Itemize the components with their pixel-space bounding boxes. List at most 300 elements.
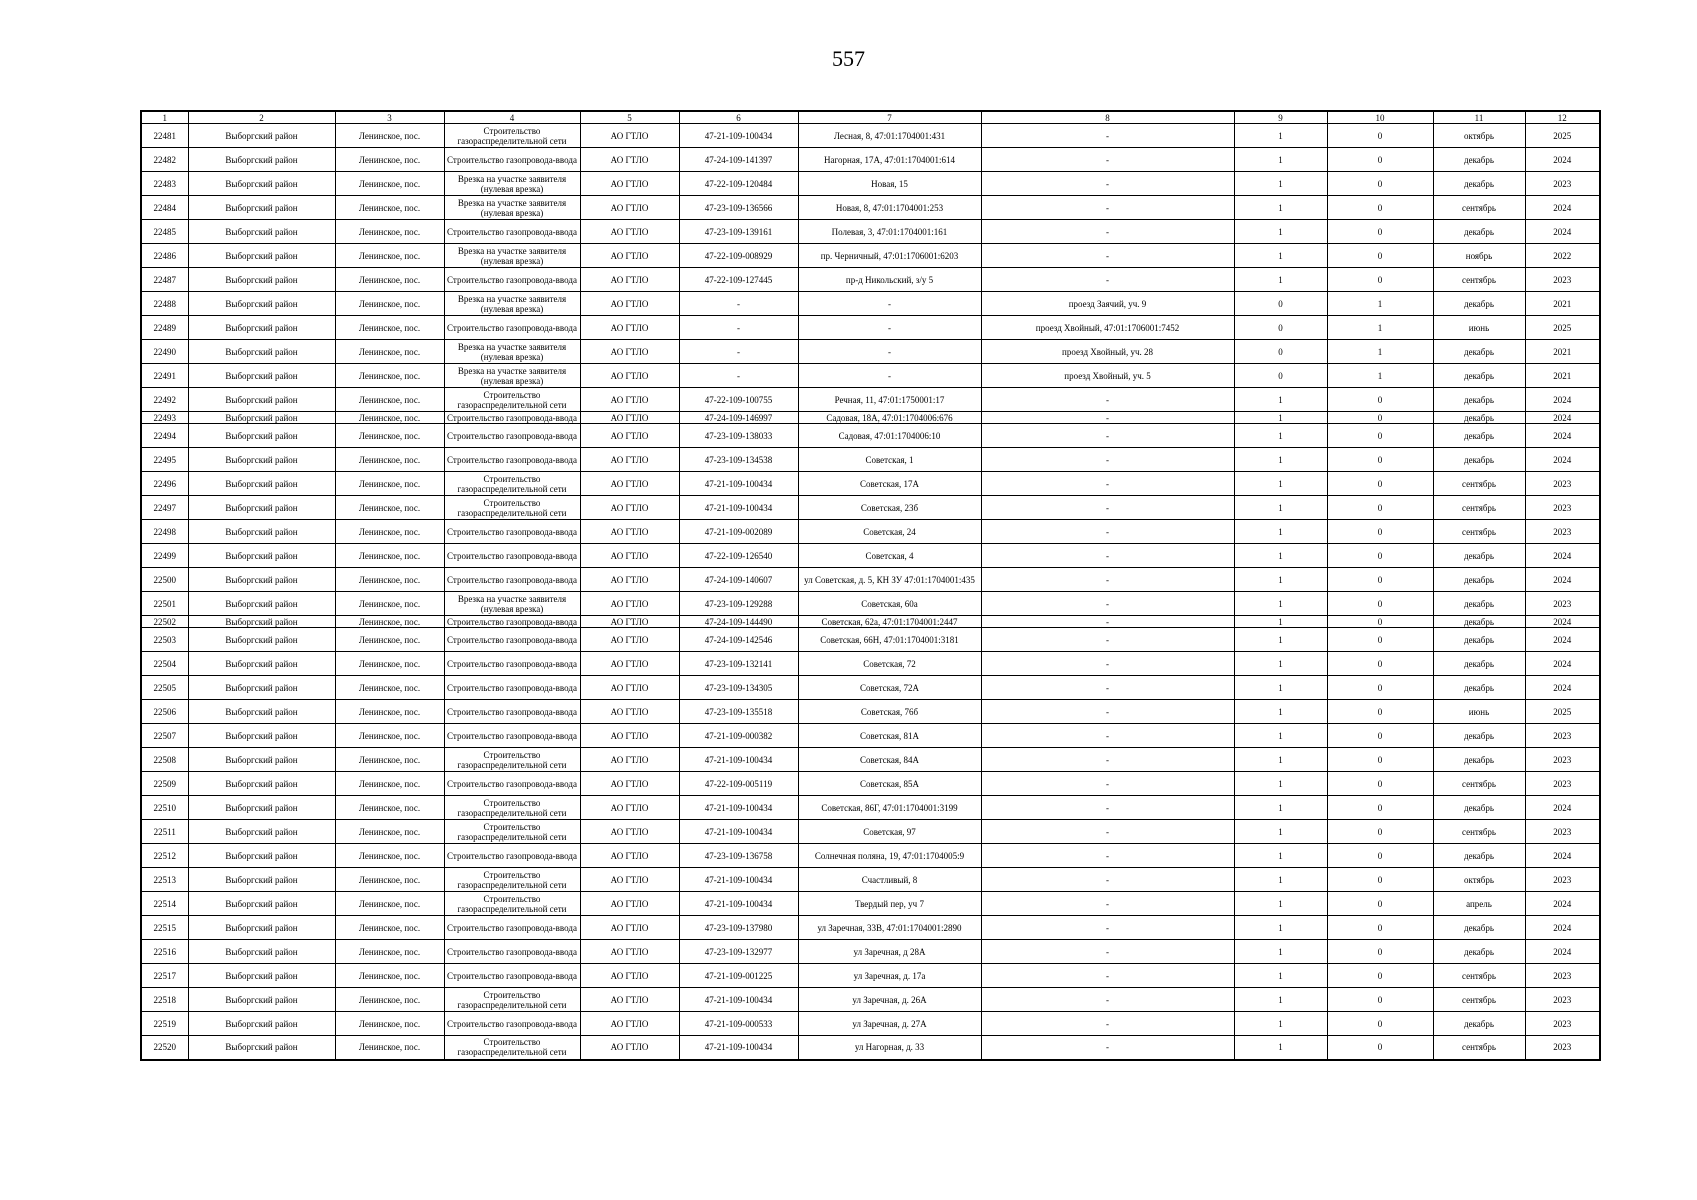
cell-district: Выборгский район [188, 220, 335, 244]
column-header: 1 [141, 111, 188, 124]
table-row [141, 616, 1600, 628]
cell-record-number: 22500 [141, 568, 188, 592]
cell-district: Выборгский район [188, 172, 335, 196]
cell-col-10: 0 [1327, 892, 1433, 916]
cell-col-10: 0 [1327, 844, 1433, 868]
cell-tech-conditions-number: 47-22-109-126540 [679, 544, 798, 568]
cell-tech-conditions-number: 47-21-109-100434 [679, 472, 798, 496]
cell-month: декабрь [1433, 748, 1525, 772]
cell-work-type: Врезка на участке заявителя (нулевая врезка) [444, 592, 580, 616]
table-row [141, 676, 1600, 700]
cell-col-9: 0 [1234, 364, 1327, 388]
cell-month: октябрь [1433, 124, 1525, 148]
cell-col-10: 0 [1327, 196, 1433, 220]
cell-address-alt: - [981, 388, 1234, 412]
cell-col-10: 0 [1327, 568, 1433, 592]
cell-col-9: 1 [1234, 988, 1327, 1012]
cell-organization: АО ГТЛО [580, 520, 679, 544]
cell-year: 2023 [1525, 964, 1600, 988]
cell-tech-conditions-number: 47-21-109-000382 [679, 724, 798, 748]
cell-month: декабрь [1433, 340, 1525, 364]
cell-tech-conditions-number: - [679, 292, 798, 316]
cell-address: Советская, 72 [798, 652, 981, 676]
table-row [141, 496, 1600, 520]
cell-organization: АО ГТЛО [580, 148, 679, 172]
cell-year: 2024 [1525, 544, 1600, 568]
cell-address: Твердый пер, уч 7 [798, 892, 981, 916]
cell-tech-conditions-number: 47-21-109-100434 [679, 892, 798, 916]
cell-tech-conditions-number: 47-22-109-008929 [679, 244, 798, 268]
cell-tech-conditions-number: - [679, 340, 798, 364]
cell-month: декабрь [1433, 916, 1525, 940]
cell-locality: Ленинское, пос. [335, 172, 444, 196]
cell-organization: АО ГТЛО [580, 916, 679, 940]
cell-address: пр. Черничный, 47:01:1706001:6203 [798, 244, 981, 268]
cell-address: ул Заречная, д. 17а [798, 964, 981, 988]
cell-col-9: 1 [1234, 964, 1327, 988]
cell-work-type: Строительство газопровода-ввода [444, 652, 580, 676]
cell-record-number: 22505 [141, 676, 188, 700]
cell-work-type: Строительство газопровода-ввода [444, 844, 580, 868]
cell-tech-conditions-number: 47-24-109-141397 [679, 148, 798, 172]
cell-address: Советская, 84А [798, 748, 981, 772]
cell-col-9: 0 [1234, 292, 1327, 316]
cell-month: июнь [1433, 316, 1525, 340]
cell-work-type: Строительство газораспределительной сети [444, 124, 580, 148]
cell-address: ул Заречная, д. 27А [798, 1012, 981, 1036]
cell-col-10: 0 [1327, 652, 1433, 676]
cell-address: - [798, 292, 981, 316]
cell-month: сентябрь [1433, 772, 1525, 796]
cell-locality: Ленинское, пос. [335, 124, 444, 148]
cell-col-9: 0 [1234, 316, 1327, 340]
cell-district: Выборгский район [188, 544, 335, 568]
cell-tech-conditions-number: 47-23-109-134538 [679, 448, 798, 472]
cell-district: Выборгский район [188, 700, 335, 724]
cell-locality: Ленинское, пос. [335, 316, 444, 340]
cell-district: Выборгский район [188, 748, 335, 772]
cell-month: сентябрь [1433, 268, 1525, 292]
column-header: 5 [580, 111, 679, 124]
cell-record-number: 22504 [141, 652, 188, 676]
table-row [141, 196, 1600, 220]
cell-address-alt: - [981, 568, 1234, 592]
cell-work-type: Строительство газораспределительной сети [444, 820, 580, 844]
cell-col-10: 0 [1327, 916, 1433, 940]
cell-tech-conditions-number: 47-21-109-100434 [679, 820, 798, 844]
cell-tech-conditions-number: 47-22-109-100755 [679, 388, 798, 412]
cell-record-number: 22496 [141, 472, 188, 496]
cell-tech-conditions-number: 47-24-109-144490 [679, 616, 798, 628]
cell-locality: Ленинское, пос. [335, 364, 444, 388]
cell-record-number: 22503 [141, 628, 188, 652]
cell-record-number: 22507 [141, 724, 188, 748]
cell-month: сентябрь [1433, 964, 1525, 988]
cell-tech-conditions-number: 47-21-109-100434 [679, 496, 798, 520]
cell-district: Выборгский район [188, 340, 335, 364]
cell-year: 2024 [1525, 148, 1600, 172]
cell-col-9: 1 [1234, 172, 1327, 196]
cell-year: 2024 [1525, 796, 1600, 820]
table-row [141, 868, 1600, 892]
cell-month: декабрь [1433, 796, 1525, 820]
cell-col-10: 0 [1327, 172, 1433, 196]
cell-address-alt: - [981, 448, 1234, 472]
cell-record-number: 22483 [141, 172, 188, 196]
cell-address-alt: - [981, 412, 1234, 424]
cell-address-alt: - [981, 196, 1234, 220]
cell-district: Выборгский район [188, 868, 335, 892]
cell-work-type: Строительство газораспределительной сети [444, 892, 580, 916]
cell-district: Выборгский район [188, 652, 335, 676]
cell-month: сентябрь [1433, 520, 1525, 544]
cell-work-type: Строительство газопровода-ввода [444, 964, 580, 988]
column-header: 2 [188, 111, 335, 124]
cell-year: 2024 [1525, 676, 1600, 700]
cell-organization: АО ГТЛО [580, 124, 679, 148]
cell-address-alt: - [981, 268, 1234, 292]
cell-locality: Ленинское, пос. [335, 592, 444, 616]
cell-year: 2024 [1525, 568, 1600, 592]
cell-year: 2023 [1525, 1012, 1600, 1036]
cell-work-type: Врезка на участке заявителя (нулевая врезка) [444, 196, 580, 220]
cell-record-number: 22502 [141, 616, 188, 628]
cell-locality: Ленинское, пос. [335, 544, 444, 568]
cell-record-number: 22485 [141, 220, 188, 244]
cell-organization: АО ГТЛО [580, 292, 679, 316]
cell-address: Советская, 4 [798, 544, 981, 568]
cell-col-9: 1 [1234, 748, 1327, 772]
table-row [141, 892, 1600, 916]
cell-record-number: 22498 [141, 520, 188, 544]
cell-address: ул Заречная, д 28А [798, 940, 981, 964]
cell-month: декабрь [1433, 364, 1525, 388]
cell-address-alt: - [981, 1012, 1234, 1036]
cell-organization: АО ГТЛО [580, 220, 679, 244]
table-row [141, 316, 1600, 340]
cell-tech-conditions-number: 47-22-109-120484 [679, 172, 798, 196]
cell-work-type: Строительство газопровода-ввода [444, 724, 580, 748]
cell-organization: АО ГТЛО [580, 844, 679, 868]
cell-year: 2025 [1525, 700, 1600, 724]
cell-col-10: 0 [1327, 868, 1433, 892]
cell-record-number: 22499 [141, 544, 188, 568]
cell-tech-conditions-number: 47-23-109-134305 [679, 676, 798, 700]
cell-district: Выборгский район [188, 364, 335, 388]
cell-tech-conditions-number: 47-21-109-100434 [679, 868, 798, 892]
cell-col-10: 1 [1327, 364, 1433, 388]
cell-year: 2022 [1525, 244, 1600, 268]
cell-col-10: 0 [1327, 592, 1433, 616]
cell-address-alt: - [981, 244, 1234, 268]
cell-address: Солнечная поляна, 19, 47:01:1704005:9 [798, 844, 981, 868]
cell-locality: Ленинское, пос. [335, 652, 444, 676]
cell-record-number: 22519 [141, 1012, 188, 1036]
cell-year: 2023 [1525, 772, 1600, 796]
cell-district: Выборгский район [188, 676, 335, 700]
cell-locality: Ленинское, пос. [335, 1036, 444, 1060]
cell-organization: АО ГТЛО [580, 676, 679, 700]
cell-work-type: Врезка на участке заявителя (нулевая врезка) [444, 340, 580, 364]
cell-address: - [798, 340, 981, 364]
cell-record-number: 22494 [141, 424, 188, 448]
column-header: 7 [798, 111, 981, 124]
table-row [141, 940, 1600, 964]
cell-month: июнь [1433, 700, 1525, 724]
cell-work-type: Строительство газораспределительной сети [444, 868, 580, 892]
cell-tech-conditions-number: - [679, 316, 798, 340]
cell-address: Советская, 85А [798, 772, 981, 796]
cell-col-9: 1 [1234, 568, 1327, 592]
cell-address: Советская, 17А [798, 472, 981, 496]
cell-organization: АО ГТЛО [580, 316, 679, 340]
cell-col-10: 0 [1327, 544, 1433, 568]
table-row [141, 364, 1600, 388]
table-row [141, 964, 1600, 988]
cell-month: декабрь [1433, 388, 1525, 412]
table-row [141, 700, 1600, 724]
cell-address-alt: - [981, 592, 1234, 616]
cell-tech-conditions-number: 47-21-109-100434 [679, 796, 798, 820]
cell-address: Речная, 11, 47:01:1750001:17 [798, 388, 981, 412]
cell-record-number: 22508 [141, 748, 188, 772]
cell-district: Выборгский район [188, 196, 335, 220]
cell-organization: АО ГТЛО [580, 616, 679, 628]
cell-col-10: 0 [1327, 748, 1433, 772]
cell-address: ул Советская, д. 5, КН ЗУ 47:01:1704001:435 [798, 568, 981, 592]
cell-locality: Ленинское, пос. [335, 916, 444, 940]
cell-work-type: Строительство газопровода-ввода [444, 568, 580, 592]
cell-record-number: 22487 [141, 268, 188, 292]
cell-col-10: 0 [1327, 616, 1433, 628]
cell-month: декабрь [1433, 1012, 1525, 1036]
cell-address-alt: - [981, 796, 1234, 820]
cell-tech-conditions-number: 47-23-109-136758 [679, 844, 798, 868]
cell-district: Выборгский район [188, 388, 335, 412]
cell-district: Выборгский район [188, 148, 335, 172]
cell-district: Выборгский район [188, 616, 335, 628]
cell-address: Советская, 81А [798, 724, 981, 748]
cell-organization: АО ГТЛО [580, 340, 679, 364]
cell-address: ул Заречная, 33В, 47:01:1704001:2890 [798, 916, 981, 940]
cell-address-alt: проезд Хвойный, 47:01:1706001:7452 [981, 316, 1234, 340]
cell-record-number: 22488 [141, 292, 188, 316]
table-row [141, 820, 1600, 844]
cell-district: Выборгский район [188, 496, 335, 520]
cell-address: Счастливый, 8 [798, 868, 981, 892]
cell-organization: АО ГТЛО [580, 172, 679, 196]
cell-organization: АО ГТЛО [580, 544, 679, 568]
cell-col-10: 0 [1327, 796, 1433, 820]
table-row [141, 796, 1600, 820]
cell-col-10: 0 [1327, 388, 1433, 412]
cell-col-10: 0 [1327, 496, 1433, 520]
cell-col-9: 1 [1234, 196, 1327, 220]
table-row [141, 292, 1600, 316]
cell-year: 2023 [1525, 748, 1600, 772]
cell-locality: Ленинское, пос. [335, 892, 444, 916]
cell-organization: АО ГТЛО [580, 196, 679, 220]
cell-year: 2023 [1525, 172, 1600, 196]
cell-col-10: 0 [1327, 424, 1433, 448]
cell-tech-conditions-number: 47-23-109-139161 [679, 220, 798, 244]
cell-tech-conditions-number: 47-23-109-132141 [679, 652, 798, 676]
cell-organization: АО ГТЛО [580, 724, 679, 748]
cell-col-9: 1 [1234, 1012, 1327, 1036]
table-row [141, 412, 1600, 424]
cell-address: Советская, 86Г, 47:01:1704001:3199 [798, 796, 981, 820]
cell-tech-conditions-number: 47-23-109-129288 [679, 592, 798, 616]
cell-record-number: 22509 [141, 772, 188, 796]
cell-locality: Ленинское, пос. [335, 700, 444, 724]
cell-record-number: 22491 [141, 364, 188, 388]
cell-col-10: 0 [1327, 676, 1433, 700]
cell-locality: Ленинское, пос. [335, 940, 444, 964]
cell-col-10: 0 [1327, 220, 1433, 244]
cell-work-type: Строительство газопровода-ввода [444, 148, 580, 172]
cell-year: 2023 [1525, 496, 1600, 520]
cell-address-alt: проезд Хвойный, уч. 5 [981, 364, 1234, 388]
cell-tech-conditions-number: 47-22-109-005119 [679, 772, 798, 796]
cell-address-alt: - [981, 172, 1234, 196]
cell-year: 2021 [1525, 292, 1600, 316]
cell-col-9: 1 [1234, 916, 1327, 940]
cell-col-10: 0 [1327, 988, 1433, 1012]
cell-year: 2021 [1525, 364, 1600, 388]
cell-col-9: 1 [1234, 940, 1327, 964]
cell-district: Выборгский район [188, 1012, 335, 1036]
cell-tech-conditions-number: 47-23-109-138033 [679, 424, 798, 448]
cell-month: сентябрь [1433, 1036, 1525, 1060]
cell-work-type: Врезка на участке заявителя (нулевая врезка) [444, 172, 580, 196]
cell-year: 2021 [1525, 340, 1600, 364]
cell-year: 2023 [1525, 868, 1600, 892]
cell-month: декабрь [1433, 412, 1525, 424]
cell-address-alt: - [981, 700, 1234, 724]
cell-work-type: Строительство газопровода-ввода [444, 940, 580, 964]
page-number: 557 [832, 46, 865, 71]
cell-organization: АО ГТЛО [580, 628, 679, 652]
cell-work-type: Строительство газопровода-ввода [444, 628, 580, 652]
cell-address: Новая, 15 [798, 172, 981, 196]
table-row [141, 388, 1600, 412]
cell-district: Выборгский район [188, 592, 335, 616]
cell-month: декабрь [1433, 292, 1525, 316]
table-row [141, 1036, 1600, 1060]
cell-address: - [798, 364, 981, 388]
cell-work-type: Строительство газопровода-ввода [444, 616, 580, 628]
table-row [141, 1012, 1600, 1036]
cell-tech-conditions-number: - [679, 364, 798, 388]
table-row [141, 268, 1600, 292]
cell-year: 2024 [1525, 916, 1600, 940]
cell-locality: Ленинское, пос. [335, 676, 444, 700]
cell-year: 2023 [1525, 520, 1600, 544]
cell-address: Советская, 23б [798, 496, 981, 520]
cell-locality: Ленинское, пос. [335, 868, 444, 892]
cell-organization: АО ГТЛО [580, 964, 679, 988]
cell-month: декабрь [1433, 628, 1525, 652]
cell-col-9: 1 [1234, 628, 1327, 652]
cell-organization: АО ГТЛО [580, 868, 679, 892]
cell-work-type: Строительство газопровода-ввода [444, 700, 580, 724]
cell-district: Выборгский район [188, 940, 335, 964]
cell-col-10: 0 [1327, 472, 1433, 496]
cell-organization: АО ГТЛО [580, 268, 679, 292]
cell-address-alt: проезд Заячий, уч. 9 [981, 292, 1234, 316]
cell-month: сентябрь [1433, 820, 1525, 844]
cell-work-type: Строительство газопровода-ввода [444, 772, 580, 796]
cell-work-type: Строительство газопровода-ввода [444, 676, 580, 700]
cell-col-10: 1 [1327, 292, 1433, 316]
cell-tech-conditions-number: 47-21-109-100434 [679, 1036, 798, 1060]
cell-work-type: Строительство газопровода-ввода [444, 220, 580, 244]
cell-col-9: 1 [1234, 124, 1327, 148]
table-row [141, 844, 1600, 868]
cell-address-alt: - [981, 496, 1234, 520]
cell-col-10: 0 [1327, 520, 1433, 544]
column-header: 11 [1433, 111, 1525, 124]
column-header: 10 [1327, 111, 1433, 124]
cell-address: Садовая, 18А, 47:01:1704006:676 [798, 412, 981, 424]
cell-organization: АО ГТЛО [580, 244, 679, 268]
cell-record-number: 22484 [141, 196, 188, 220]
column-header: 12 [1525, 111, 1600, 124]
cell-organization: АО ГТЛО [580, 496, 679, 520]
cell-address-alt: - [981, 820, 1234, 844]
cell-address-alt: - [981, 772, 1234, 796]
cell-work-type: Строительство газопровода-ввода [444, 424, 580, 448]
cell-work-type: Строительство газопровода-ввода [444, 916, 580, 940]
cell-month: октябрь [1433, 868, 1525, 892]
cell-district: Выборгский район [188, 964, 335, 988]
cell-record-number: 22510 [141, 796, 188, 820]
cell-month: декабрь [1433, 568, 1525, 592]
cell-tech-conditions-number: 47-24-109-146997 [679, 412, 798, 424]
cell-month: декабрь [1433, 652, 1525, 676]
cell-work-type: Строительство газораспределительной сети [444, 796, 580, 820]
table-row [141, 148, 1600, 172]
cell-tech-conditions-number: 47-21-109-002089 [679, 520, 798, 544]
cell-record-number: 22492 [141, 388, 188, 412]
cell-record-number: 22516 [141, 940, 188, 964]
cell-address-alt: - [981, 748, 1234, 772]
cell-locality: Ленинское, пос. [335, 268, 444, 292]
cell-record-number: 22518 [141, 988, 188, 1012]
cell-month: сентябрь [1433, 472, 1525, 496]
cell-organization: АО ГТЛО [580, 700, 679, 724]
cell-year: 2024 [1525, 196, 1600, 220]
cell-record-number: 22497 [141, 496, 188, 520]
cell-col-10: 0 [1327, 412, 1433, 424]
cell-work-type: Строительство газораспределительной сети [444, 748, 580, 772]
cell-tech-conditions-number: 47-21-109-000533 [679, 1012, 798, 1036]
cell-tech-conditions-number: 47-21-109-001225 [679, 964, 798, 988]
cell-work-type: Строительство газопровода-ввода [444, 520, 580, 544]
cell-month: декабрь [1433, 424, 1525, 448]
cell-col-9: 1 [1234, 616, 1327, 628]
cell-col-9: 1 [1234, 220, 1327, 244]
cell-month: декабрь [1433, 148, 1525, 172]
cell-record-number: 22481 [141, 124, 188, 148]
cell-locality: Ленинское, пос. [335, 196, 444, 220]
cell-record-number: 22511 [141, 820, 188, 844]
column-header: 3 [335, 111, 444, 124]
cell-year: 2024 [1525, 892, 1600, 916]
cell-address: Советская, 62а, 47:01:1704001:2447 [798, 616, 981, 628]
cell-col-10: 0 [1327, 724, 1433, 748]
cell-tech-conditions-number: 47-21-109-100434 [679, 748, 798, 772]
